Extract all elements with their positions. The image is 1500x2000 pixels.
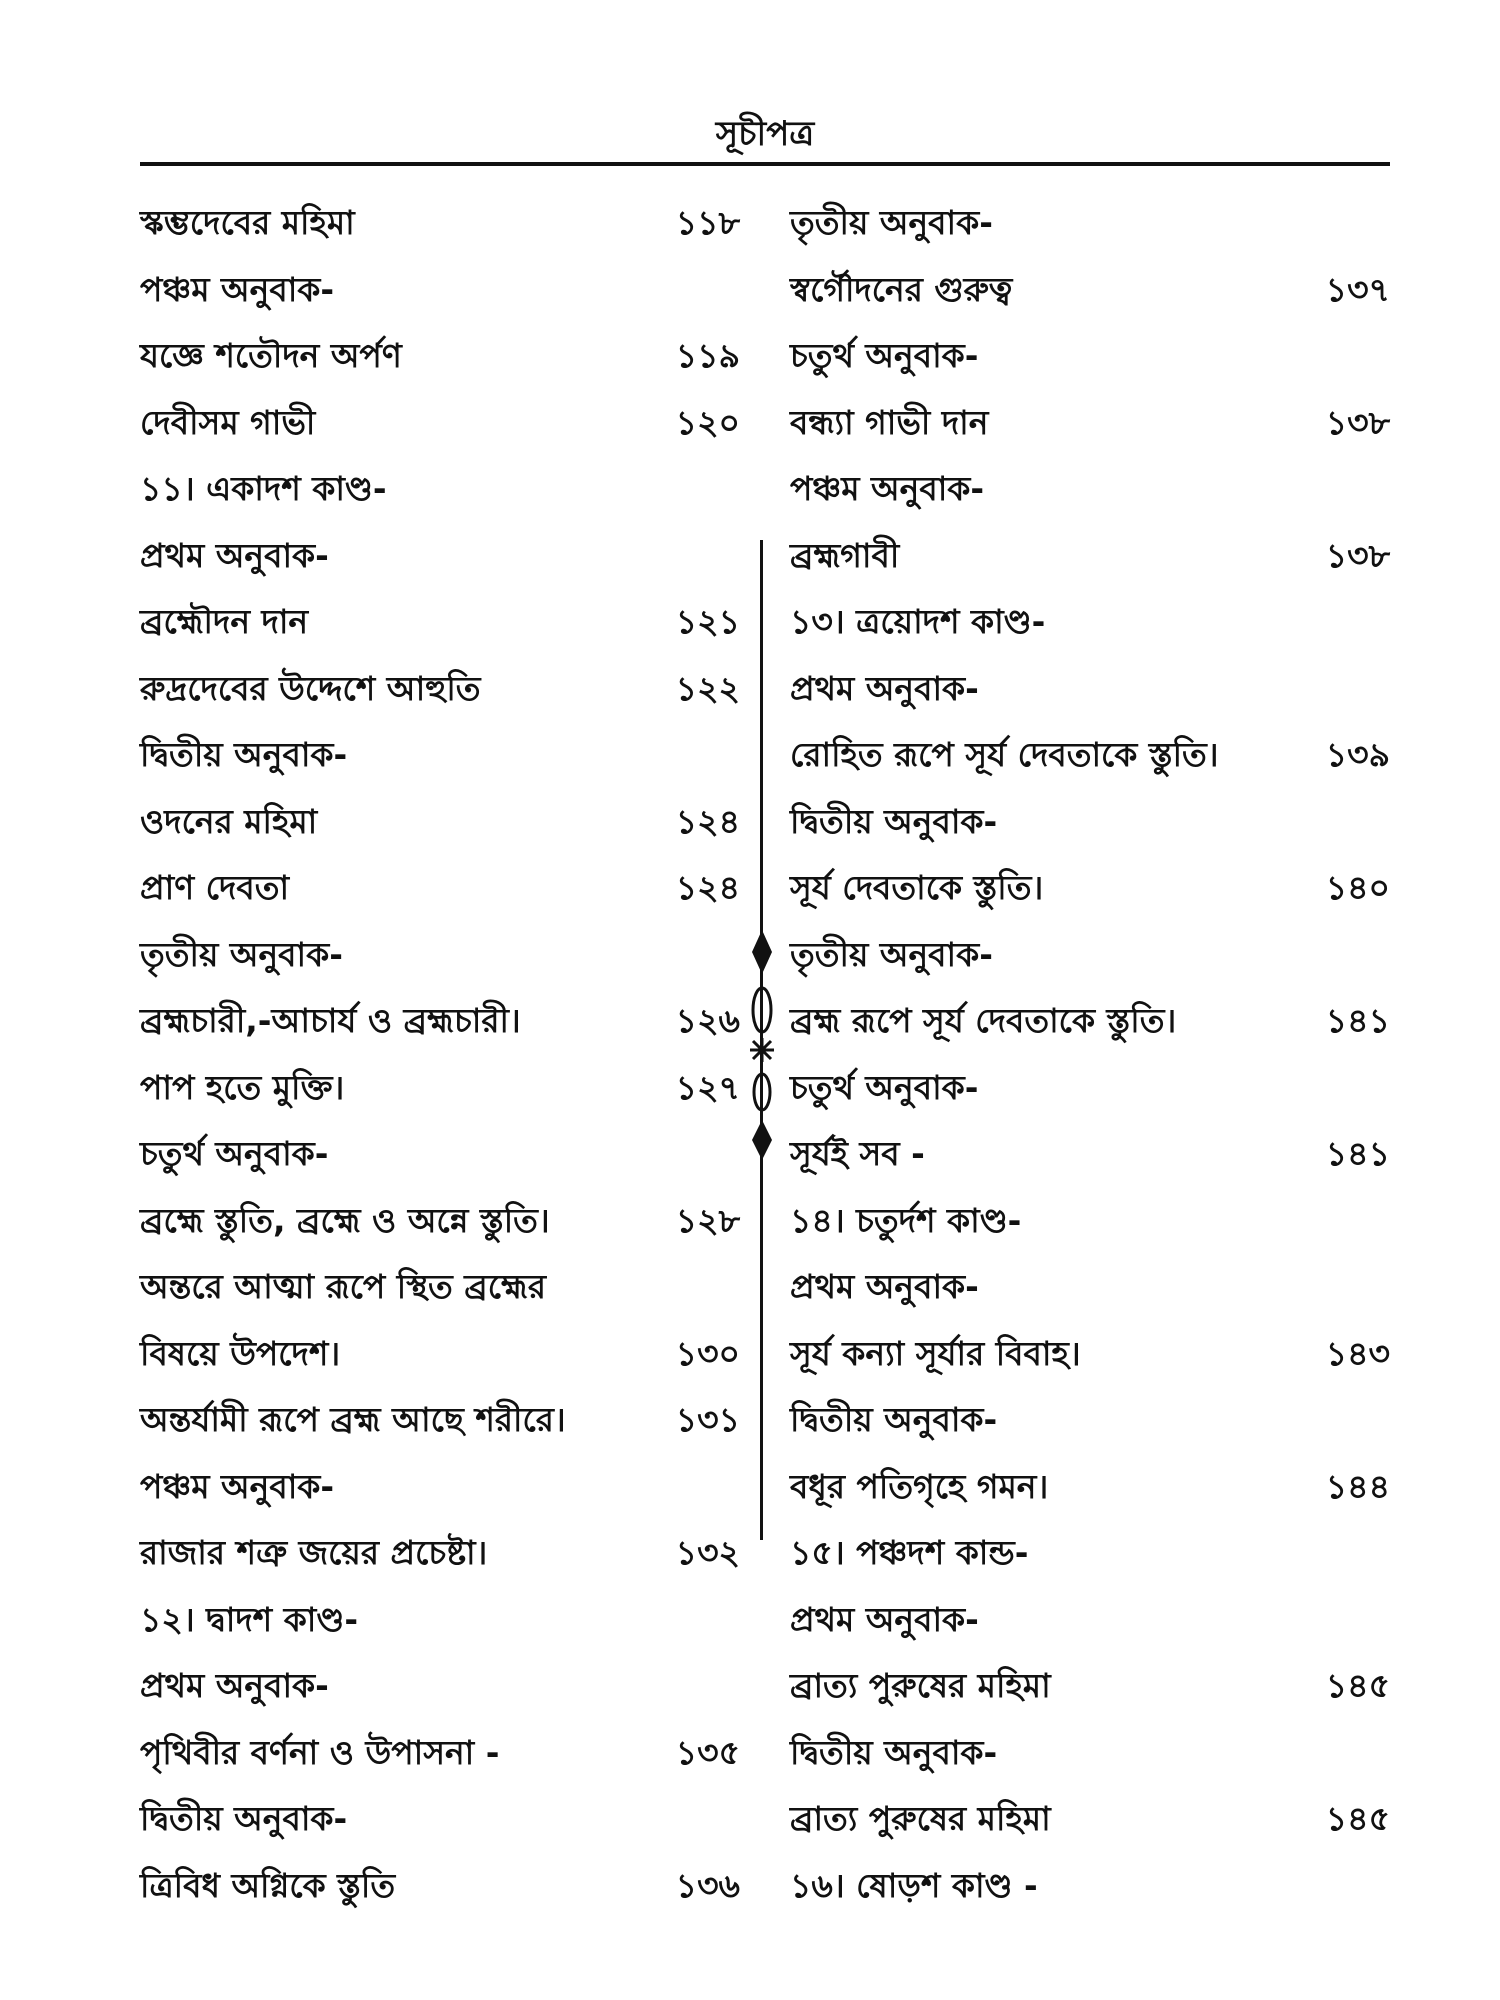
- toc-entry-title: ব্রহ্মে স্তুতি, ব্রহ্মে ও অন্নে স্তুতি।: [140, 1200, 550, 1240]
- toc-entry-page: ১৪১: [1325, 1001, 1390, 1040]
- toc-entry-page: ১৪৪: [1325, 1466, 1390, 1506]
- toc-entry-title: রোহিত রূপে সূর্য দেবতাকে স্তুতি।: [790, 735, 1219, 774]
- toc-entry: [140, 789, 740, 856]
- toc-entry: [790, 190, 1390, 257]
- toc-entry-page: ১১৮: [675, 203, 740, 242]
- toc-entry-title: বধূর পতিগৃহে গমন।: [790, 1466, 1049, 1506]
- toc-entry: [790, 789, 1390, 856]
- toc-entry: [140, 722, 740, 789]
- toc-entry-title: ব্রহ্মৌদন দান: [140, 602, 309, 641]
- toc-entry: [140, 456, 740, 523]
- toc-entry-title: বিষয়ে উপদেশ।: [140, 1333, 341, 1373]
- toc-entry-title: ব্রহ্মগাবী: [790, 535, 900, 575]
- toc-entry: [790, 855, 1390, 922]
- toc-entry: [790, 1387, 1390, 1454]
- toc-entry-page: ১৪৫: [1325, 1666, 1390, 1705]
- toc-entry: [790, 922, 1390, 989]
- toc-entry-page: ১২৪: [675, 801, 740, 841]
- toc-entry-title: পৃথিবীর বর্ণনা ও উপাসনা -: [140, 1732, 500, 1772]
- toc-entry-page: ১২৮: [675, 1200, 740, 1240]
- toc-entry-title: পাপ হতে মুক্তি।: [140, 1067, 345, 1107]
- toc-entry-title: যজ্ঞে শতৌদন অর্পণ: [140, 336, 402, 375]
- toc-entry-page: ১৪৫: [1325, 1799, 1390, 1838]
- toc-entry-title: পঞ্চম অনুবাক-: [140, 1466, 335, 1506]
- toc-entry: [140, 1653, 740, 1720]
- toc-entry: [140, 1520, 740, 1587]
- toc-entry-title: পঞ্চম অনুবাক-: [140, 269, 335, 309]
- toc-entry-page: ১৩০: [675, 1333, 740, 1373]
- toc-entry: [140, 1254, 740, 1321]
- toc-entry-page: ১৩৯: [1325, 735, 1390, 774]
- toc-entry-title: সূর্যই সব -: [790, 1134, 925, 1173]
- toc-entry: [140, 1454, 740, 1521]
- toc-entry: [790, 988, 1390, 1055]
- toc-entry: [140, 1188, 740, 1255]
- toc-entry-page: ১৩২: [675, 1533, 740, 1572]
- toc-entry: [790, 390, 1390, 457]
- toc-left-column: [140, 190, 740, 1919]
- toc-entry: [790, 1587, 1390, 1654]
- toc-entry-title: বন্ধ্যা গাভী দান: [790, 402, 989, 442]
- toc-entry-title: দ্বিতীয় অনুবাক-: [790, 1732, 998, 1772]
- toc-entry-title: সূর্য দেবতাকে স্তুতি।: [790, 868, 1044, 907]
- toc-entry: [790, 1720, 1390, 1787]
- toc-entry-title: প্রথম অনুবাক-: [140, 535, 329, 575]
- toc-entry-page: ১২২: [675, 668, 740, 708]
- toc-entry-page: ১২৬: [675, 1001, 740, 1040]
- toc-entry: [140, 1387, 740, 1454]
- toc-entry-title: দ্বিতীয় অনুবাক-: [140, 735, 348, 774]
- toc-entry: [790, 456, 1390, 523]
- toc-entry: [790, 323, 1390, 390]
- toc-entry-page: ১৩৮: [1325, 535, 1390, 575]
- toc-entry-title: প্রথম অনুবাক-: [140, 1666, 329, 1705]
- toc-entry-title: তৃতীয় অনুবাক-: [790, 934, 993, 974]
- header-rule: [140, 162, 1390, 166]
- toc-entry-title: তৃতীয় অনুবাক-: [140, 934, 343, 974]
- toc-entry-title: প্রাণ দেবতা: [140, 868, 290, 907]
- toc-entry-title: প্রথম অনুবাক-: [790, 668, 979, 708]
- toc-entry: [790, 1653, 1390, 1720]
- toc-entry-title: ত্রিবিধ অগ্নিকে স্তুতি: [140, 1865, 396, 1905]
- toc-entry: [140, 589, 740, 656]
- toc-entry: [140, 855, 740, 922]
- toc-entry: [790, 1055, 1390, 1122]
- toc-entry: [790, 257, 1390, 324]
- toc-entry-title: প্রথম অনুবাক-: [790, 1267, 979, 1306]
- toc-entry: [790, 1254, 1390, 1321]
- toc-entry: [140, 1321, 740, 1388]
- toc-entry-title: স্কম্ভদেবের মহিমা: [140, 203, 355, 242]
- toc-entry-title: ব্রহ্ম রূপে সূর্য দেবতাকে স্তুতি।: [790, 1001, 1177, 1040]
- toc-entry-title: ওদনের মহিমা: [140, 801, 318, 841]
- toc-entry: [140, 323, 740, 390]
- toc-entry: [790, 1853, 1390, 1920]
- toc-entry: [140, 988, 740, 1055]
- toc-entry: [140, 1786, 740, 1853]
- toc-entry: [790, 722, 1390, 789]
- toc-entry-title: প্রথম অনুবাক-: [790, 1599, 979, 1639]
- toc-entry-title: ১২। দ্বাদশ কাণ্ড-: [140, 1599, 359, 1639]
- toc-entry-title: রুদ্রদেবের উদ্দেশে আহুতি: [140, 668, 481, 708]
- toc-entry: [790, 589, 1390, 656]
- toc-entry-title: দ্বিতীয় অনুবাক-: [790, 801, 998, 841]
- toc-entry-title: চতুর্থ অনুবাক-: [790, 1067, 979, 1107]
- toc-entry: [790, 1188, 1390, 1255]
- toc-entry: [140, 257, 740, 324]
- toc-entry-page: ১৩৮: [1325, 402, 1390, 442]
- toc-entry-page: ১২০: [675, 402, 740, 442]
- toc-entry: [790, 656, 1390, 723]
- toc-entry-page: ১৩৫: [675, 1732, 740, 1772]
- toc-entry-page: ১৩৬: [675, 1865, 740, 1905]
- toc-entry: [140, 1121, 740, 1188]
- toc-entry-page: ১৩৭: [1325, 269, 1390, 309]
- toc-entry: [140, 1587, 740, 1654]
- toc-entry: [140, 190, 740, 257]
- toc-entry: [790, 1321, 1390, 1388]
- toc-entry: [790, 1520, 1390, 1587]
- toc-entry: [790, 1121, 1390, 1188]
- toc-entry-title: ১৩। ত্রয়োদশ কাণ্ড-: [790, 602, 1046, 641]
- toc-entry: [790, 1454, 1390, 1521]
- toc-entry-title: ব্রহ্মচারী,-আচার্য ও ব্রহ্মচারী।: [140, 1001, 521, 1040]
- toc-entry-title: অন্তরে আত্মা রূপে স্থিত ব্রহ্মের: [140, 1267, 546, 1306]
- toc-entry: [140, 922, 740, 989]
- toc-right-column: [790, 190, 1390, 1919]
- toc-entry-page: ১৪৩: [1325, 1333, 1390, 1373]
- toc-entry-title: দ্বিতীয় অনুবাক-: [140, 1799, 348, 1838]
- toc-entry-title: দ্বিতীয় অনুবাক-: [790, 1400, 998, 1439]
- toc-entry-title: তৃতীয় অনুবাক-: [790, 203, 993, 242]
- page-title: সূচীপত্র: [715, 114, 815, 154]
- toc-entry-page: ১২১: [675, 602, 740, 641]
- toc-entry: [140, 1055, 740, 1122]
- toc-entry-title: দেবীসম গাভী: [140, 402, 316, 442]
- toc-entry-title: পঞ্চম অনুবাক-: [790, 469, 985, 508]
- toc-entry: [140, 1853, 740, 1920]
- toc-entry-title: ১৫। পঞ্চদশ কান্ড-: [790, 1533, 1029, 1572]
- toc-entry-page: ১২৪: [675, 868, 740, 907]
- toc-entry-title: অন্তর্যামী রূপে ব্রহ্ম আছে শরীরে।: [140, 1400, 566, 1439]
- toc-entry-title: ১১। একাদশ কাণ্ড-: [140, 469, 387, 508]
- toc-entry-title: সূর্য কন্যা সূর্যার বিবাহ।: [790, 1333, 1081, 1373]
- toc-entry-title: ১৪। চতুর্দশ কাণ্ড-: [790, 1200, 1022, 1240]
- toc-entry-title: ব্রাত্য পুরুষের মহিমা: [790, 1666, 1051, 1705]
- toc-entry-title: ব্রাত্য পুরুষের মহিমা: [790, 1799, 1051, 1838]
- toc-entry: [790, 523, 1390, 590]
- toc-entry: [140, 656, 740, 723]
- toc-entry-page: ১১৯: [675, 336, 740, 375]
- divider-ornament: [744, 930, 780, 1160]
- toc-entry-page: ১৩১: [675, 1400, 740, 1439]
- toc-entry-page: ১৪১: [1325, 1134, 1390, 1173]
- toc-entry: [140, 1720, 740, 1787]
- toc-entry-title: রাজার শত্রু জয়ের প্রচেষ্টা।: [140, 1533, 488, 1572]
- toc-entry-title: চতুর্থ অনুবাক-: [140, 1134, 329, 1173]
- toc-entry: [140, 523, 740, 590]
- toc-entry: [140, 390, 740, 457]
- toc-entry-title: স্বর্গৌদনের গুরুত্ব: [790, 269, 1013, 309]
- toc-entry: [790, 1786, 1390, 1853]
- toc-entry-title: ১৬। ষোড়শ কাণ্ড -: [790, 1865, 1038, 1905]
- toc-entry-title: চতুর্থ অনুবাক-: [790, 336, 979, 375]
- toc-entry-page: ১৪০: [1325, 868, 1390, 907]
- toc-entry-page: ১২৭: [675, 1067, 740, 1107]
